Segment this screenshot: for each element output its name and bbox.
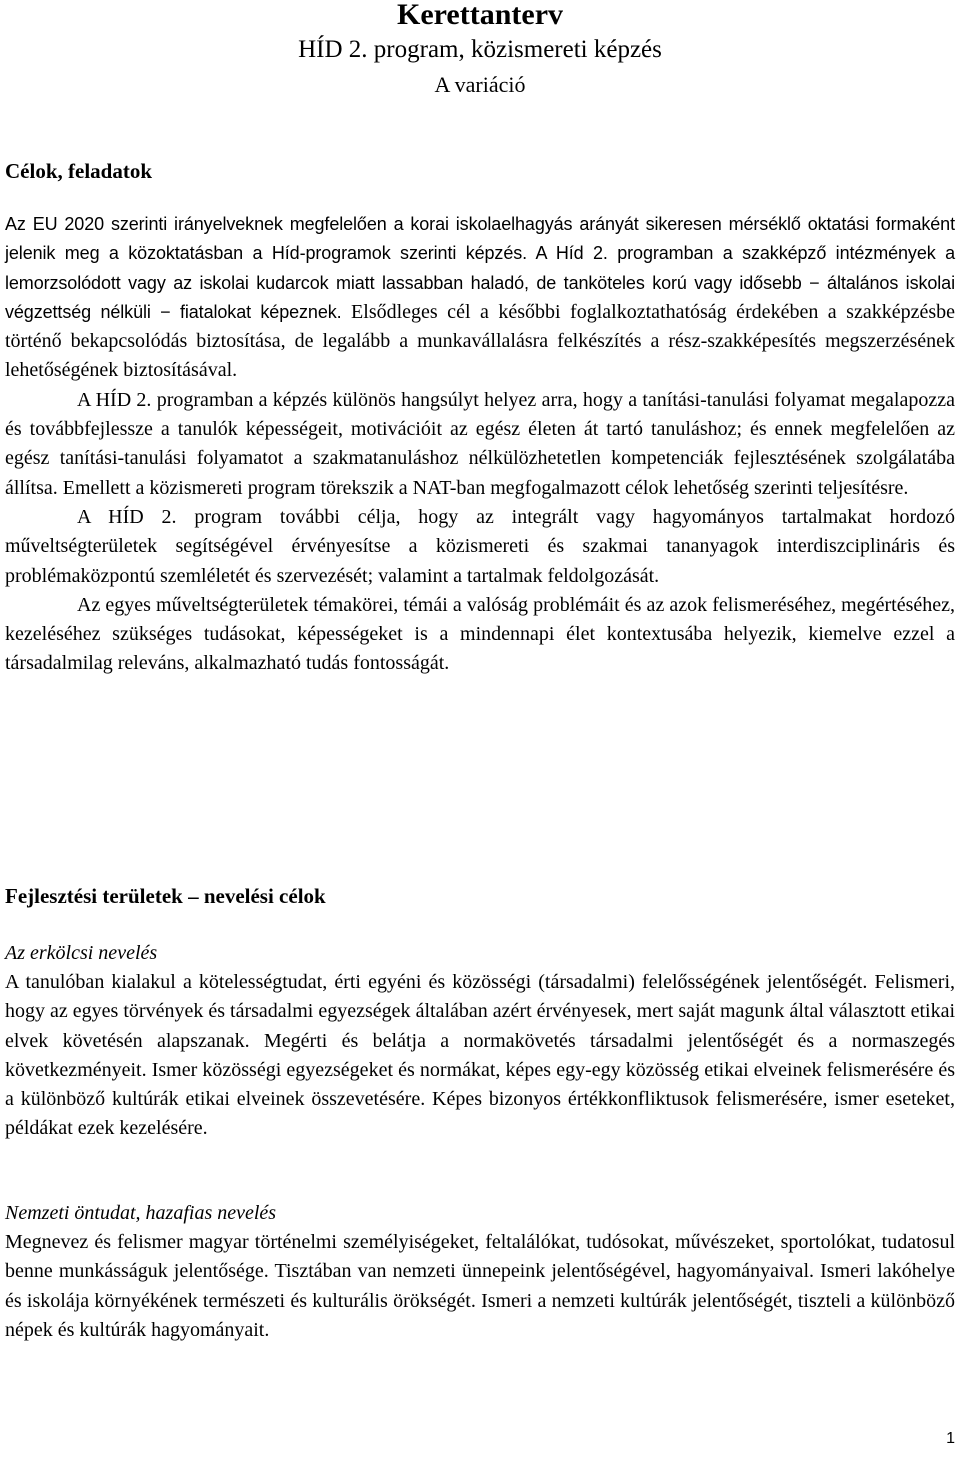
section-heading-goals: Célok, feladatok: [5, 159, 152, 183]
document-header: [5, 0, 955, 102]
document-title: Kerettanterv: [396, 0, 564, 31]
goals-paragraph-1-rest: Elsődleges cél a későbbi foglalkoztathatóság érdekében a szakképzésbe történő bekapcsolódás biztosítása, de legalább a munkavállalásra felkészítés a rész-szakképesítés megszerzésének lehetőségének biztosításával.: [5, 300, 955, 382]
goals-paragraph-1: [5, 210, 955, 386]
subsection-national: [5, 1199, 955, 1345]
goals-paragraph-1-lead: Az EU 2020 szerinti irányelveknek megfelelően a korai iskolaelhagyás arányát sikeresen mérséklő oktatási formaként jelenik meg a közoktatásban a Híd-programok szerinti képzés. A Híd 2. programban a szakképző intézmények a lemorzsolódott vagy az iskolai kudarcok miatt lassabban haladó, de tanköteles korú vagy idősebb − általános iskolai végzettség nélküli − fiatalokat képeznek.: [5, 214, 955, 322]
subsection-national-title: Nemzeti öntudat, hazafias nevelés: [5, 1202, 277, 1224]
goals-paragraph-4: Az egyes műveltségterületek témakörei, témái a valóság problémáit és az azok felismeréséhez, megértéséhez, kezeléséhez szükséges tudásokat, képességeket is a mindennapi élet kontextusába helyezik, kiemelve ezzel a társadalmilag releváns, alkalmazható tudás fontosságát.: [5, 593, 955, 675]
document-variant: A variáció: [434, 72, 526, 97]
subsection-national-text: Megnevez és felismer magyar történelmi személyiségeket, feltalálókat, tudósokat, művészeket, sportolókat, tudatosul benne munkásságuk jelentősége. Tisztában van nemzeti ünnepeink jelentőségével, hagyományaival. Ismeri lakóhelye és iskolája környékének természeti és kulturális örökségét. Ismeri a nemzeti kultúrák jelentőségét, tiszteli a különböző népek és kultúrák hagyományait.: [5, 1231, 955, 1341]
subsection-moral-title: Az erkölcsi nevelés: [5, 942, 158, 964]
goals-paragraph-2: A HÍD 2. programban a képzés különös hangsúlyt helyez arra, hogy a tanítási-tanulási folyamat megalapozza és továbbfejlessze a tanulók képességeit, motivációit az egész életen át tartó tanuláshoz; és ennek megfelelően az egész tanítási-tanulási folyamatot a szakmatanuláshoz nélkülözhetetlen kompetenciák fejlesztésének szolgálatába állítsa. Emellett a közismereti program törekszik a NAT-ban megfogalmazott célok lehetőség szerinti teljesítésre.: [5, 388, 955, 499]
document-subtitle: HÍD 2. program, közismereti képzés: [298, 36, 662, 63]
page-number: 1: [946, 1430, 955, 1447]
section-goals-body: [5, 210, 955, 679]
section-heading-development: Fejlesztési területek – nevelési célok: [5, 884, 326, 908]
subsection-moral-text: A tanulóban kialakul a kötelességtudat, érti egyéni és közösségi (társadalmi) felelősségének jelentőségét. Felismeri, hogy az egyes törvények és társadalmi egyezségek általában azért érvényesek, mert saját magunk által választott etikai elvek követésén alapszanak. Megérti és belátja a normakövetés társadalmi jelentőségét és a normaszegés következményeit. Ismer közösségi egyezségeket és normákat, képes egy-egy közösség etikai elveinek felismerésére és a különböző kultúrák etikai elveinek összevetésére. Képes bizonyos értékkonfliktusok felismerésére, ismer eseteket, példákat ezek kezelésére.: [5, 971, 955, 1140]
subsection-moral: [5, 939, 955, 1144]
goals-paragraph-3: A HÍD 2. program további célja, hogy az integrált vagy hagyományos tartalmakat hordozó műveltségterületek segítségével érvényesítse a közismereti és szakmai tananyagok interdiszciplináris és problémaközpontú szemléletét és szervezését; valamint a tartalmak feldolgozását.: [5, 505, 955, 587]
